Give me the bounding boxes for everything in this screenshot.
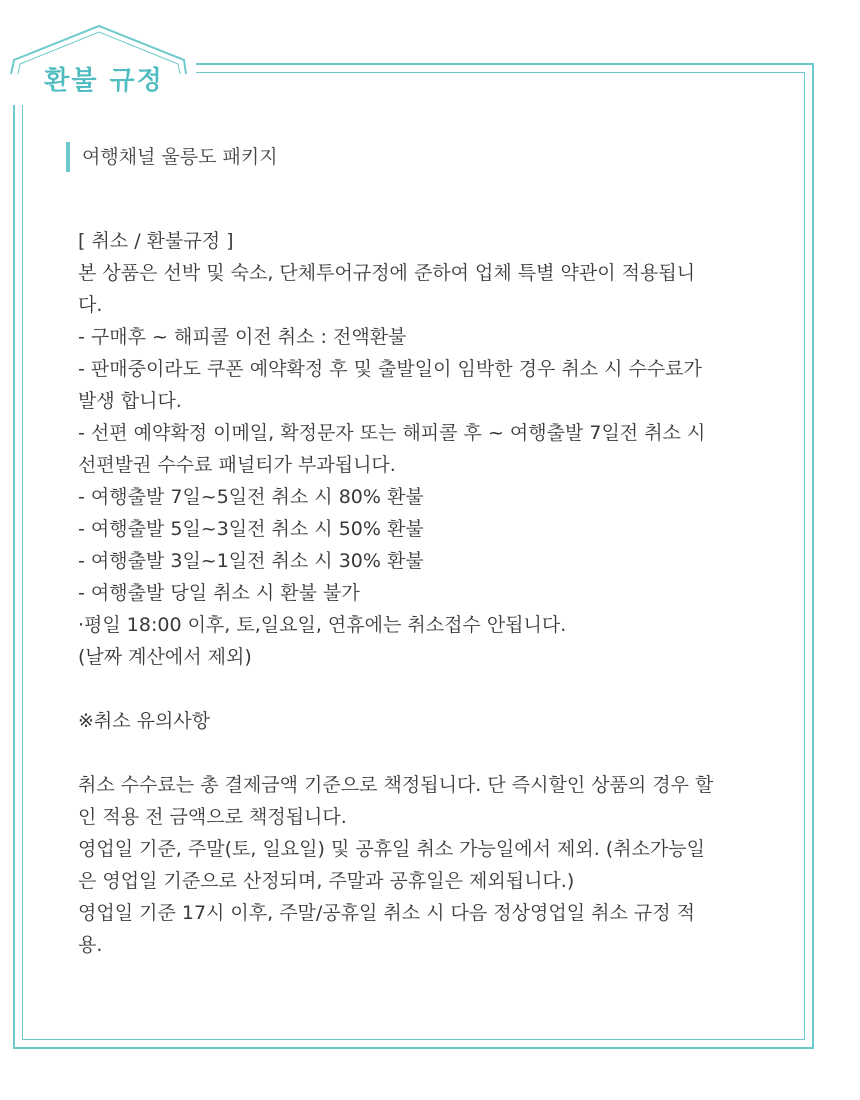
policy-content — [78, 225, 778, 961]
policy-line: 취소 수수료는 총 결제금액 기준으로 책정됩니다. 단 즉시할인 상품의 경우 할 — [78, 774, 714, 796]
policy-line: - 구매후 ~ 해피콜 이전 취소 : 전액환불 — [78, 326, 407, 348]
policy-line: 본 상품은 선박 및 숙소, 단체투어규정에 준하여 업체 특별 약관이 적용됩니 — [78, 262, 696, 284]
policy-line: 은 영업일 기준으로 산정되며, 주말과 공휴일은 제외됩니다.) — [78, 870, 575, 892]
policy-line: 발생 합니다. — [78, 390, 182, 412]
section-heading: 여행채널 울릉도 패키지 — [66, 142, 278, 172]
policy-line: 인 적용 전 금액으로 책정됩니다. — [78, 806, 347, 828]
blank-line — [78, 673, 778, 705]
policy-line: 영업일 기준 17시 이후, 주말/공휴일 취소 시 다음 정상영업일 취소 규정 적 — [78, 902, 695, 924]
page-title: 환불 규정 — [44, 66, 164, 96]
policy-line: 용. — [78, 934, 103, 956]
blank-line — [78, 737, 778, 769]
policy-line: [ 취소 / 환불규정 ] — [78, 230, 234, 252]
policy-line: - 여행출발 5일~3일전 취소 시 50% 환불 — [78, 518, 424, 540]
policy-line: 영업일 기준, 주말(토, 일요일) 및 공휴일 취소 가능일에서 제외. (취소가능일 — [78, 838, 705, 860]
policy-line: - 여행출발 당일 취소 시 환불 불가 — [78, 582, 360, 604]
policy-line: (날짜 계산에서 제외) — [78, 646, 252, 668]
policy-line: 다. — [78, 294, 103, 316]
policy-line: 선편발권 수수료 패널티가 부과됩니다. — [78, 454, 396, 476]
policy-line: - 여행출발 7일~5일전 취소 시 80% 환불 — [78, 486, 424, 508]
policy-line: - 판매중이라도 쿠폰 예약확정 후 및 출발일이 임박한 경우 취소 시 수수료가 — [78, 358, 702, 380]
policy-line: - 여행출발 3일~1일전 취소 시 30% 환불 — [78, 550, 424, 572]
policy-line: - 선편 예약확정 이메일, 확정문자 또는 해피콜 후 ~ 여행출발 7일전 취소 시 — [78, 422, 706, 444]
policy-line: ·평일 18:00 이후, 토,일요일, 연휴에는 취소접수 안됩니다. — [78, 614, 567, 636]
policy-line: ※취소 유의사항 — [78, 710, 211, 732]
